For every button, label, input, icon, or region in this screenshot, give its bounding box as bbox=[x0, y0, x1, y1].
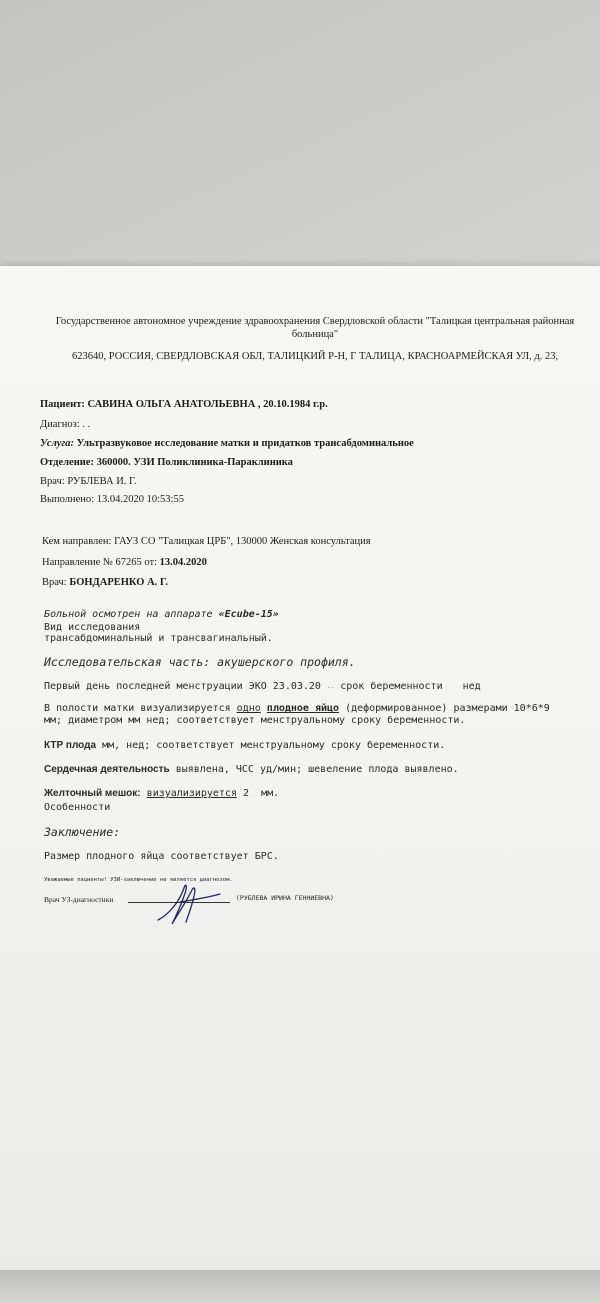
features-label: Особенности bbox=[44, 802, 111, 813]
lmp-dash: -- bbox=[326, 684, 335, 691]
cavity-ovum: плодное яйцо bbox=[266, 703, 340, 714]
term-label: срок беременности bbox=[340, 681, 443, 692]
background-surface bbox=[0, 0, 600, 272]
lmp-text: Первый день последней менструации ЭКО 23.03.20 bbox=[44, 681, 321, 692]
conclusion-notice: Уважаемые пациенты! УЗИ-заключение не является диагнозом. bbox=[44, 877, 233, 883]
device-line bbox=[44, 608, 279, 621]
conclusion-title: Заключение: bbox=[44, 825, 121, 839]
patient-line bbox=[40, 398, 328, 411]
yolk-value: визуализируется bbox=[146, 788, 237, 799]
heart-label: Сердечная деятельность bbox=[44, 764, 170, 775]
conclusion-text: Размер плодного яйца соответствует БРС. bbox=[44, 851, 279, 862]
exam-kind-value: трансабдоминальный и трансвагинальный. bbox=[44, 633, 273, 644]
handwritten-signature bbox=[150, 880, 230, 928]
service-value: Ультразвуковое исследование матки и придатков трансабдоминальное bbox=[76, 438, 414, 449]
referral-doctor-value: БОНДАРЕНКО А. Г. bbox=[69, 577, 169, 588]
ktr-label: КТР плода bbox=[44, 740, 97, 751]
institution-line-2: больница" bbox=[291, 329, 339, 340]
cavity-rest: (деформированное) размерами 10*6*9 bbox=[345, 703, 550, 714]
section-title: Исследовательская часть: акушерского профиля. bbox=[44, 655, 356, 669]
exam-kind-label: Вид исследования bbox=[44, 622, 141, 633]
heart-line bbox=[44, 763, 459, 776]
cavity-one: одно bbox=[236, 703, 261, 714]
doctor-value: РУБЛЕВА И. Г. bbox=[67, 476, 137, 487]
performed-value: 13.04.2020 10:53:55 bbox=[96, 494, 184, 505]
service-label: Услуга: bbox=[40, 438, 75, 449]
lmp-line bbox=[44, 680, 481, 694]
referral-by-label: Кем направлен: bbox=[42, 536, 112, 547]
department-label: Отделение: bbox=[40, 457, 94, 468]
yolk-line bbox=[44, 787, 279, 800]
referral-number-label: Направление № bbox=[42, 557, 113, 568]
patient-label: Пациент: bbox=[40, 399, 85, 410]
term-unit: нед bbox=[462, 681, 481, 692]
doctor-line bbox=[40, 475, 137, 488]
diagnosis-value: . . bbox=[82, 419, 91, 430]
performed-label: Выполнено: bbox=[40, 494, 95, 505]
ktr-line bbox=[44, 739, 445, 752]
cavity-prefix: В полости матки визуализируется bbox=[44, 703, 231, 714]
referral-doctor-label: Врач: bbox=[42, 577, 67, 588]
signature-name: (РУБЛЕВА ИРИНА ГЕННИЕВНА) bbox=[236, 894, 334, 902]
referral-number-value: 67265 bbox=[115, 557, 142, 568]
cavity-line-2: мм; диаметром мм нед; соответствует менструальному сроку беременности. bbox=[44, 715, 466, 726]
patient-value: САВИНА ОЛЬГА АНАТОЛЬЕВНА , 20.10.1984 г.р. bbox=[87, 399, 328, 410]
signature-label: Врач УЗ-диагностики bbox=[44, 895, 114, 904]
device-name: «Ecube-15» bbox=[218, 609, 279, 620]
department-line bbox=[40, 456, 293, 469]
yolk-unit: мм. bbox=[261, 788, 280, 799]
background-bottom bbox=[0, 1270, 600, 1303]
referral-from-label: от: bbox=[144, 557, 158, 568]
yolk-size: 2 bbox=[243, 788, 250, 799]
referral-date: 13.04.2020 bbox=[159, 557, 207, 568]
institution-name bbox=[30, 315, 600, 341]
heart-rest: выявлена, ЧСС уд/мин; шевеление плода выявлено. bbox=[175, 764, 459, 775]
institution-line-1: Государственное автономное учреждение здравоохранения Свердловской области "Талицкая центральная районная bbox=[55, 316, 575, 327]
department-value: 360000. УЗИ Поликлиника-Параклиника bbox=[96, 457, 293, 468]
yolk-label: Желточный мешок: bbox=[44, 788, 141, 799]
referral-by-line bbox=[42, 535, 371, 548]
performed-line bbox=[40, 493, 184, 506]
ktr-rest: мм, нед; соответствует менструальному сроку беременности. bbox=[102, 740, 446, 751]
referral-doctor-line bbox=[42, 576, 168, 589]
referral-number-line bbox=[42, 556, 207, 569]
service-line bbox=[40, 437, 414, 450]
diagnosis-label: Диагноз: bbox=[40, 419, 80, 430]
institution-address: 623640, РОССИЯ, СВЕРДЛОВСКАЯ ОБЛ, ТАЛИЦКИЙ Р-Н, Г ТАЛИЦА, КРАСНОАРМЕЙСКАЯ УЛ, д. 23, bbox=[72, 351, 559, 362]
diagnosis-line bbox=[40, 418, 90, 431]
doctor-label: Врач: bbox=[40, 476, 65, 487]
device-prefix: Больной осмотрен на аппарате bbox=[44, 609, 213, 620]
referral-by-value: ГАУЗ СО "Талицкая ЦРБ", 130000 Женская консультация bbox=[114, 536, 371, 547]
